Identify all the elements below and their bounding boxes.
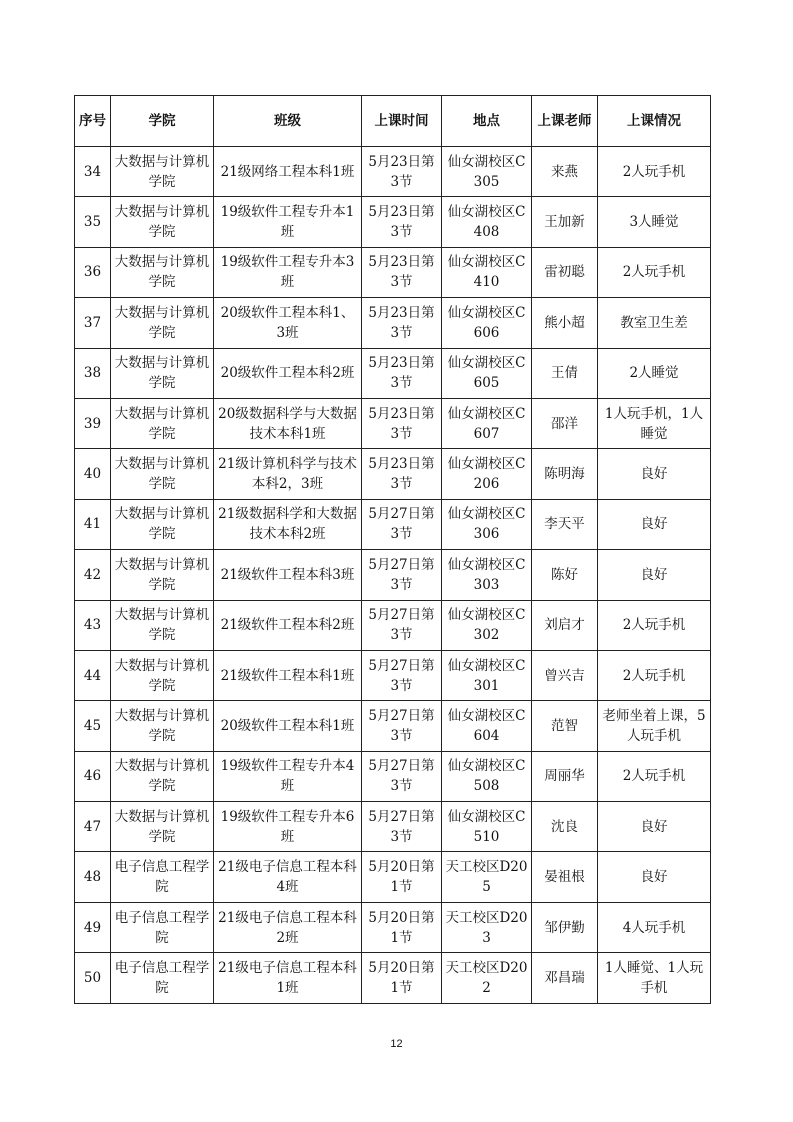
- cell-time: 5月23日第3节: [362, 147, 442, 197]
- cell-index: 47: [75, 802, 111, 852]
- cell-college: 大数据与计算机学院: [111, 449, 214, 499]
- cell-time: 5月27日第3节: [362, 499, 442, 549]
- cell-class: 19级软件工程专升本3班: [214, 247, 362, 297]
- cell-college: 大数据与计算机学院: [111, 147, 214, 197]
- cell-class: 21级电子信息工程本科2班: [214, 902, 362, 952]
- table-row: [75, 550, 711, 600]
- cell-time: 5月20日第1节: [362, 852, 442, 902]
- cell-time: 5月23日第3节: [362, 449, 442, 499]
- table-row: [75, 852, 711, 902]
- cell-status: 2人玩手机: [598, 600, 711, 650]
- cell-index: 35: [75, 197, 111, 247]
- cell-status: 良好: [598, 852, 711, 902]
- cell-teacher: 周丽华: [532, 751, 598, 801]
- cell-location: 仙女湖校区C508: [442, 751, 532, 801]
- cell-class: 21级网络工程本科1班: [214, 147, 362, 197]
- cell-college: 大数据与计算机学院: [111, 802, 214, 852]
- table-row: [75, 197, 711, 247]
- header-status: 上课情况: [598, 96, 711, 147]
- cell-index: 40: [75, 449, 111, 499]
- header-class: 班级: [214, 96, 362, 147]
- cell-status: 2人玩手机: [598, 147, 711, 197]
- cell-college: 大数据与计算机学院: [111, 499, 214, 549]
- table-body: [75, 147, 711, 1004]
- cell-index: 36: [75, 247, 111, 297]
- cell-location: 仙女湖校区C604: [442, 701, 532, 751]
- cell-time: 5月20日第1节: [362, 902, 442, 952]
- cell-teacher: 曾兴吉: [532, 650, 598, 700]
- cell-college: 大数据与计算机学院: [111, 298, 214, 348]
- cell-college: 大数据与计算机学院: [111, 197, 214, 247]
- cell-teacher: 陈好: [532, 550, 598, 600]
- cell-location: 仙女湖校区C408: [442, 197, 532, 247]
- cell-teacher: 邓昌瑞: [532, 953, 598, 1003]
- cell-status: 良好: [598, 550, 711, 600]
- cell-index: 50: [75, 953, 111, 1003]
- cell-class: 21级数据科学和大数据技术本科2班: [214, 499, 362, 549]
- cell-college: 电子信息工程学院: [111, 953, 214, 1003]
- cell-location: 天工校区D205: [442, 852, 532, 902]
- cell-time: 5月23日第3节: [362, 398, 442, 448]
- cell-class: 19级软件工程专升本6班: [214, 802, 362, 852]
- cell-time: 5月27日第3节: [362, 650, 442, 700]
- cell-status: 2人睡觉: [598, 348, 711, 398]
- cell-status: 1人玩手机，1人睡觉: [598, 398, 711, 448]
- cell-location: 仙女湖校区C303: [442, 550, 532, 600]
- cell-teacher: 熊小超: [532, 298, 598, 348]
- table-row: [75, 902, 711, 952]
- table-row: [75, 751, 711, 801]
- cell-class: 21级电子信息工程本科4班: [214, 852, 362, 902]
- cell-college: 大数据与计算机学院: [111, 348, 214, 398]
- cell-location: 仙女湖校区C510: [442, 802, 532, 852]
- cell-class: 19级软件工程专升本4班: [214, 751, 362, 801]
- cell-status: 1人睡觉、1人玩手机: [598, 953, 711, 1003]
- cell-teacher: 邹伊勤: [532, 902, 598, 952]
- cell-location: 天工校区D203: [442, 902, 532, 952]
- cell-location: 仙女湖校区C301: [442, 650, 532, 700]
- table-row: [75, 802, 711, 852]
- cell-location: 天工校区D202: [442, 953, 532, 1003]
- cell-location: 仙女湖校区C306: [442, 499, 532, 549]
- cell-index: 48: [75, 852, 111, 902]
- cell-index: 49: [75, 902, 111, 952]
- table-row: [75, 650, 711, 700]
- cell-teacher: 沈良: [532, 802, 598, 852]
- cell-location: 仙女湖校区C302: [442, 600, 532, 650]
- cell-status: 良好: [598, 499, 711, 549]
- cell-time: 5月20日第1节: [362, 953, 442, 1003]
- table-row: [75, 247, 711, 297]
- cell-class: 21级电子信息工程本科1班: [214, 953, 362, 1003]
- inspection-table: [74, 95, 711, 1004]
- cell-index: 39: [75, 398, 111, 448]
- cell-class: 20级数据科学与大数据技术本科1班: [214, 398, 362, 448]
- cell-location: 仙女湖校区C410: [442, 247, 532, 297]
- page-number: 12: [390, 1038, 403, 1050]
- cell-time: 5月27日第3节: [362, 550, 442, 600]
- cell-teacher: 范智: [532, 701, 598, 751]
- cell-index: 45: [75, 701, 111, 751]
- cell-college: 电子信息工程学院: [111, 852, 214, 902]
- cell-college: 大数据与计算机学院: [111, 550, 214, 600]
- table-row: [75, 348, 711, 398]
- cell-class: 20级软件工程本科2班: [214, 348, 362, 398]
- table-row: [75, 953, 711, 1003]
- cell-status: 良好: [598, 449, 711, 499]
- table-row: [75, 449, 711, 499]
- cell-class: 21级软件工程本科2班: [214, 600, 362, 650]
- cell-time: 5月23日第3节: [362, 348, 442, 398]
- cell-index: 43: [75, 600, 111, 650]
- table-row: [75, 600, 711, 650]
- cell-time: 5月27日第3节: [362, 701, 442, 751]
- header-teacher: 上课老师: [532, 96, 598, 147]
- cell-class: 21级软件工程本科3班: [214, 550, 362, 600]
- header-index: 序号: [75, 96, 111, 147]
- cell-time: 5月23日第3节: [362, 197, 442, 247]
- cell-time: 5月27日第3节: [362, 802, 442, 852]
- cell-college: 大数据与计算机学院: [111, 600, 214, 650]
- cell-status: 老师坐着上课，5人玩手机: [598, 701, 711, 751]
- header-location: 地点: [442, 96, 532, 147]
- cell-college: 大数据与计算机学院: [111, 650, 214, 700]
- cell-status: 2人玩手机: [598, 751, 711, 801]
- cell-time: 5月27日第3节: [362, 751, 442, 801]
- cell-time: 5月27日第3节: [362, 600, 442, 650]
- cell-index: 42: [75, 550, 111, 600]
- cell-teacher: 刘启才: [532, 600, 598, 650]
- table-row: [75, 147, 711, 197]
- cell-teacher: 王倩: [532, 348, 598, 398]
- cell-index: 41: [75, 499, 111, 549]
- cell-index: 34: [75, 147, 111, 197]
- table-row: [75, 701, 711, 751]
- cell-index: 46: [75, 751, 111, 801]
- cell-college: 大数据与计算机学院: [111, 751, 214, 801]
- cell-location: 仙女湖校区C605: [442, 348, 532, 398]
- cell-teacher: 雷初聪: [532, 247, 598, 297]
- cell-location: 仙女湖校区C206: [442, 449, 532, 499]
- cell-college: 大数据与计算机学院: [111, 247, 214, 297]
- cell-class: 20级软件工程本科1班: [214, 701, 362, 751]
- header-college: 学院: [111, 96, 214, 147]
- cell-college: 大数据与计算机学院: [111, 701, 214, 751]
- cell-index: 44: [75, 650, 111, 700]
- cell-status: 2人玩手机: [598, 650, 711, 700]
- cell-status: 教室卫生差: [598, 298, 711, 348]
- cell-teacher: 邵洋: [532, 398, 598, 448]
- cell-teacher: 王加新: [532, 197, 598, 247]
- cell-status: 2人玩手机: [598, 247, 711, 297]
- header-time: 上课时间: [362, 96, 442, 147]
- cell-college: 电子信息工程学院: [111, 902, 214, 952]
- table-row: [75, 398, 711, 448]
- cell-status: 3人睡觉: [598, 197, 711, 247]
- cell-teacher: 来燕: [532, 147, 598, 197]
- table-row: [75, 298, 711, 348]
- cell-status: 4人玩手机: [598, 902, 711, 952]
- cell-index: 38: [75, 348, 111, 398]
- header-row: [75, 96, 711, 147]
- cell-teacher: 晏祖根: [532, 852, 598, 902]
- cell-time: 5月23日第3节: [362, 298, 442, 348]
- cell-class: 21级计算机科学与技术本科2，3班: [214, 449, 362, 499]
- cell-class: 20级软件工程本科1、3班: [214, 298, 362, 348]
- cell-class: 19级软件工程专升本1班: [214, 197, 362, 247]
- cell-class: 21级软件工程本科1班: [214, 650, 362, 700]
- cell-teacher: 陈明海: [532, 449, 598, 499]
- cell-index: 37: [75, 298, 111, 348]
- cell-college: 大数据与计算机学院: [111, 398, 214, 448]
- cell-location: 仙女湖校区C607: [442, 398, 532, 448]
- cell-status: 良好: [598, 802, 711, 852]
- cell-location: 仙女湖校区C606: [442, 298, 532, 348]
- cell-time: 5月23日第3节: [362, 247, 442, 297]
- table-row: [75, 499, 711, 549]
- cell-teacher: 李天平: [532, 499, 598, 549]
- cell-location: 仙女湖校区C305: [442, 147, 532, 197]
